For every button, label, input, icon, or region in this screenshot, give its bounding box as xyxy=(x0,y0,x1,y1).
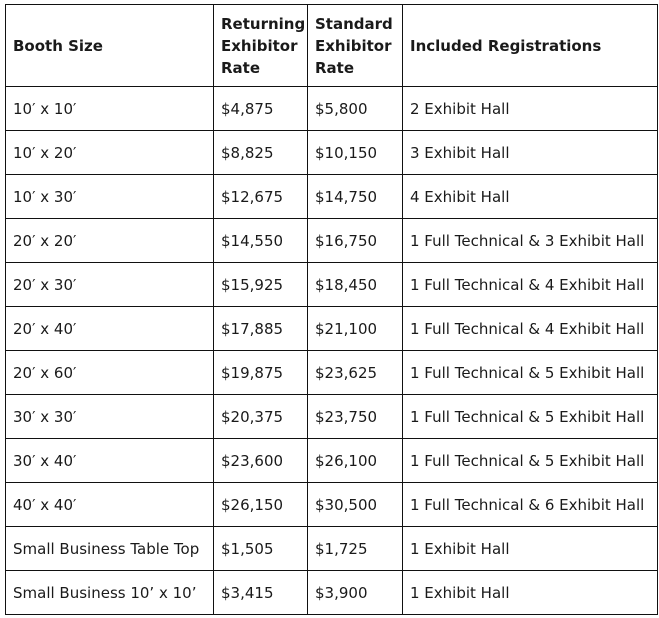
booth-rates-table xyxy=(5,4,658,615)
table-row xyxy=(6,131,658,175)
table-row xyxy=(6,351,658,395)
cell-standard-rate: $10,150 xyxy=(308,131,403,175)
table-row xyxy=(6,263,658,307)
cell-included-registrations: 3 Exhibit Hall xyxy=(403,131,658,175)
cell-booth-size: 20′ x 40′ xyxy=(6,307,214,351)
header-booth-size: Booth Size xyxy=(6,5,214,87)
cell-standard-rate: $23,750 xyxy=(308,395,403,439)
cell-included-registrations: 1 Exhibit Hall xyxy=(403,571,658,615)
cell-returning-rate: $1,505 xyxy=(214,527,308,571)
cell-returning-rate: $26,150 xyxy=(214,483,308,527)
cell-standard-rate: $23,625 xyxy=(308,351,403,395)
cell-standard-rate: $21,100 xyxy=(308,307,403,351)
cell-returning-rate: $12,675 xyxy=(214,175,308,219)
cell-included-registrations: 1 Full Technical & 5 Exhibit Hall xyxy=(403,395,658,439)
cell-included-registrations: 1 Full Technical & 5 Exhibit Hall xyxy=(403,439,658,483)
header-row xyxy=(6,5,658,87)
cell-standard-rate: $5,800 xyxy=(308,87,403,131)
table-row xyxy=(6,87,658,131)
cell-booth-size: 10′ x 30′ xyxy=(6,175,214,219)
table-row xyxy=(6,527,658,571)
cell-included-registrations: 2 Exhibit Hall xyxy=(403,87,658,131)
table-header xyxy=(6,5,658,87)
cell-booth-size: 20′ x 60′ xyxy=(6,351,214,395)
cell-included-registrations: 4 Exhibit Hall xyxy=(403,175,658,219)
header-included-registrations: Included Registrations xyxy=(403,5,658,87)
cell-standard-rate: $1,725 xyxy=(308,527,403,571)
table-body xyxy=(6,87,658,615)
cell-booth-size: 10′ x 10′ xyxy=(6,87,214,131)
cell-returning-rate: $20,375 xyxy=(214,395,308,439)
cell-standard-rate: $3,900 xyxy=(308,571,403,615)
cell-standard-rate: $14,750 xyxy=(308,175,403,219)
cell-returning-rate: $23,600 xyxy=(214,439,308,483)
cell-booth-size: Small Business 10’ x 10’ xyxy=(6,571,214,615)
table-row xyxy=(6,307,658,351)
table-row xyxy=(6,219,658,263)
table-row xyxy=(6,483,658,527)
cell-returning-rate: $19,875 xyxy=(214,351,308,395)
cell-booth-size: Small Business Table Top xyxy=(6,527,214,571)
cell-booth-size: 20′ x 20′ xyxy=(6,219,214,263)
cell-booth-size: 10′ x 20′ xyxy=(6,131,214,175)
table-row xyxy=(6,571,658,615)
cell-booth-size: 30′ x 30′ xyxy=(6,395,214,439)
cell-included-registrations: 1 Full Technical & 4 Exhibit Hall xyxy=(403,263,658,307)
cell-standard-rate: $18,450 xyxy=(308,263,403,307)
table-row xyxy=(6,439,658,483)
cell-included-registrations: 1 Full Technical & 6 Exhibit Hall xyxy=(403,483,658,527)
cell-returning-rate: $4,875 xyxy=(214,87,308,131)
cell-standard-rate: $26,100 xyxy=(308,439,403,483)
header-returning-rate: Returning Exhibitor Rate xyxy=(214,5,308,87)
cell-returning-rate: $3,415 xyxy=(214,571,308,615)
table-row xyxy=(6,395,658,439)
cell-included-registrations: 1 Full Technical & 3 Exhibit Hall xyxy=(403,219,658,263)
cell-returning-rate: $14,550 xyxy=(214,219,308,263)
cell-booth-size: 40′ x 40′ xyxy=(6,483,214,527)
cell-standard-rate: $30,500 xyxy=(308,483,403,527)
cell-returning-rate: $17,885 xyxy=(214,307,308,351)
cell-standard-rate: $16,750 xyxy=(308,219,403,263)
cell-included-registrations: 1 Exhibit Hall xyxy=(403,527,658,571)
cell-included-registrations: 1 Full Technical & 4 Exhibit Hall xyxy=(403,307,658,351)
cell-returning-rate: $15,925 xyxy=(214,263,308,307)
cell-booth-size: 30′ x 40′ xyxy=(6,439,214,483)
cell-included-registrations: 1 Full Technical & 5 Exhibit Hall xyxy=(403,351,658,395)
table-row xyxy=(6,175,658,219)
cell-booth-size: 20′ x 30′ xyxy=(6,263,214,307)
header-standard-rate: Standard Exhibitor Rate xyxy=(308,5,403,87)
cell-returning-rate: $8,825 xyxy=(214,131,308,175)
